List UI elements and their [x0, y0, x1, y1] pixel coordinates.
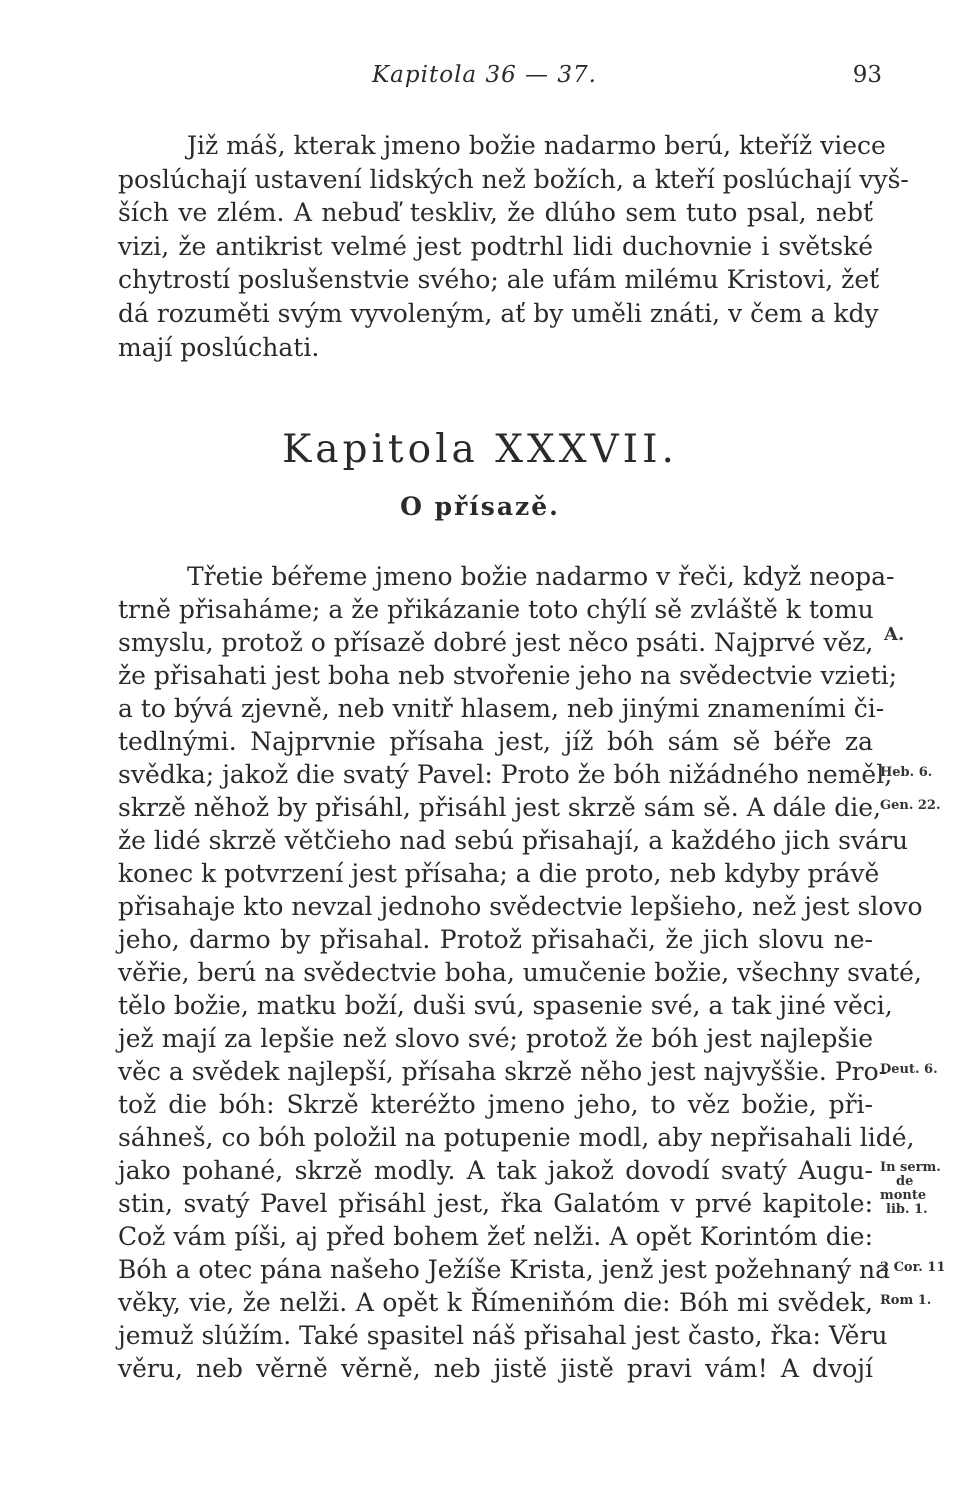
text-line: jež mají za lepšie než slovo své; protož že bóh jest najlepšie: [118, 1024, 873, 1053]
margin-note-lib: lib. 1.: [886, 1202, 928, 1217]
text-line: mají poslúchati.: [118, 333, 320, 362]
text-line: trně přisaháme; a že přikázanie toto chýlí sě zvláště k tomu: [118, 595, 874, 624]
text-line: sáhneš, co bóh položil na potupenie modl, aby nepřisahali lidé,: [118, 1123, 915, 1152]
text-line: jemuž slúžím. Také spasitel náš přisahal jest často, řka: Věru: [118, 1321, 888, 1350]
page-number: 93: [852, 62, 882, 88]
text-line: přisahaje kto nevzal jednoho svědectvie lepšieho, než jest slovo: [118, 892, 923, 921]
text-line: Již máš, kterak jmeno božie nadarmo berú, kteříž viece: [187, 131, 886, 160]
text-line: věru, neb věrně věrně, neb jistě jistě pravi vám! A dvojí: [118, 1354, 873, 1383]
text-line: chytrostí poslušenstvie svého; ale ufám milému Kristovi, žeť: [118, 265, 880, 294]
text-line: jako pohané, skrzě modly. A tak jakož dovodí svatý Augu-: [118, 1156, 873, 1185]
text-line: vizi, že antikrist velmé jest podtrhl lidi duchovnie i světské: [118, 232, 873, 261]
text-line: poslúchají ustavení lidských než božích, a kteří poslúchají vyš-: [118, 165, 909, 194]
text-line: jeho, darmo by přisahal. Protož přisahači, že jich slovu ne-: [118, 925, 873, 954]
text-line: Což vám píši, aj před bohem žeť nelži. A opět Korintóm die:: [118, 1222, 873, 1251]
text-line: a to bývá zjevně, neb vnitř hlasem, neb jinými znameními či-: [118, 694, 885, 723]
chapter-subtitle: O přísazě.: [400, 492, 560, 521]
text-line: Bóh a otec pána našeho Ježíše Krista, jenž jest požehnaný na: [118, 1255, 891, 1284]
margin-note-de: de: [896, 1174, 914, 1189]
margin-note-heb: Heb. 6.: [880, 765, 933, 780]
text-line: ších ve zlém. A nebuď teskliv, že dlúho sem tuto psal, nebť: [118, 198, 873, 227]
text-line: stin, svatý Pavel přisáhl jest, řka Galatóm v prvé kapitole:: [118, 1189, 873, 1218]
margin-note-a: A.: [884, 624, 905, 645]
text-line: tož die bóh: Skrzě kteréžto jmeno jeho, to věz božie, při-: [118, 1090, 873, 1119]
text-line: tedlnými. Najprvnie přísaha jest, jíž bóh sám sě béře za: [118, 727, 873, 756]
text-line: tělo božie, matku boží, duši svú, spasenie své, a tak jiné věci,: [118, 991, 893, 1020]
text-line: smyslu, protož o přísazě dobré jest něco psáti. Najprvé věz,: [118, 628, 874, 657]
text-line: dá rozuměti svým vyvoleným, ať by uměli znáti, v čem a kdy: [118, 299, 879, 328]
page-header: [0, 62, 960, 98]
text-line: svědka; jakož die svatý Pavel: Proto že bóh nižádného neměl,: [118, 760, 893, 789]
margin-note-cor: 2 Cor. 11: [880, 1260, 946, 1275]
margin-note-rom: Rom 1.: [880, 1293, 932, 1308]
text-line: že lidé skrzě větčieho nad sebú přisahají, a každého jich sváru: [118, 826, 908, 855]
text-line: konec k potvrzení jest přísaha; a die proto, neb kdyby právě: [118, 859, 880, 888]
text-line: že přisahati jest boha neb stvořenie jeho na svědectvie vzieti;: [118, 661, 898, 690]
text-line: Třetie béřeme jmeno božie nadarmo v řeči, když neopa-: [187, 562, 895, 591]
running-title: Kapitola 36 — 37.: [372, 62, 597, 88]
margin-note-gen: Gen. 22.: [880, 798, 941, 813]
margin-note-monte: monte: [880, 1188, 927, 1203]
text-line: skrzě něhož by přisáhl, přisáhl jest skrzě sám sě. A dále die,: [118, 793, 881, 822]
text-line: věřie, berú na svědectvie boha, umučenie božie, všechny svaté,: [118, 958, 922, 987]
margin-note-in-serm: In serm.: [880, 1160, 941, 1175]
text-line: věc a svědek najlepší, přísaha skrzě něho jest najvyššie. Pro-: [118, 1057, 888, 1086]
margin-note-deut: Deut. 6.: [880, 1062, 938, 1077]
text-line: věky, vie, že nelži. A opět k Římeniňóm die: Bóh mi svědek,: [118, 1288, 873, 1317]
chapter-title: Kapitola XXXVII.: [282, 427, 678, 472]
